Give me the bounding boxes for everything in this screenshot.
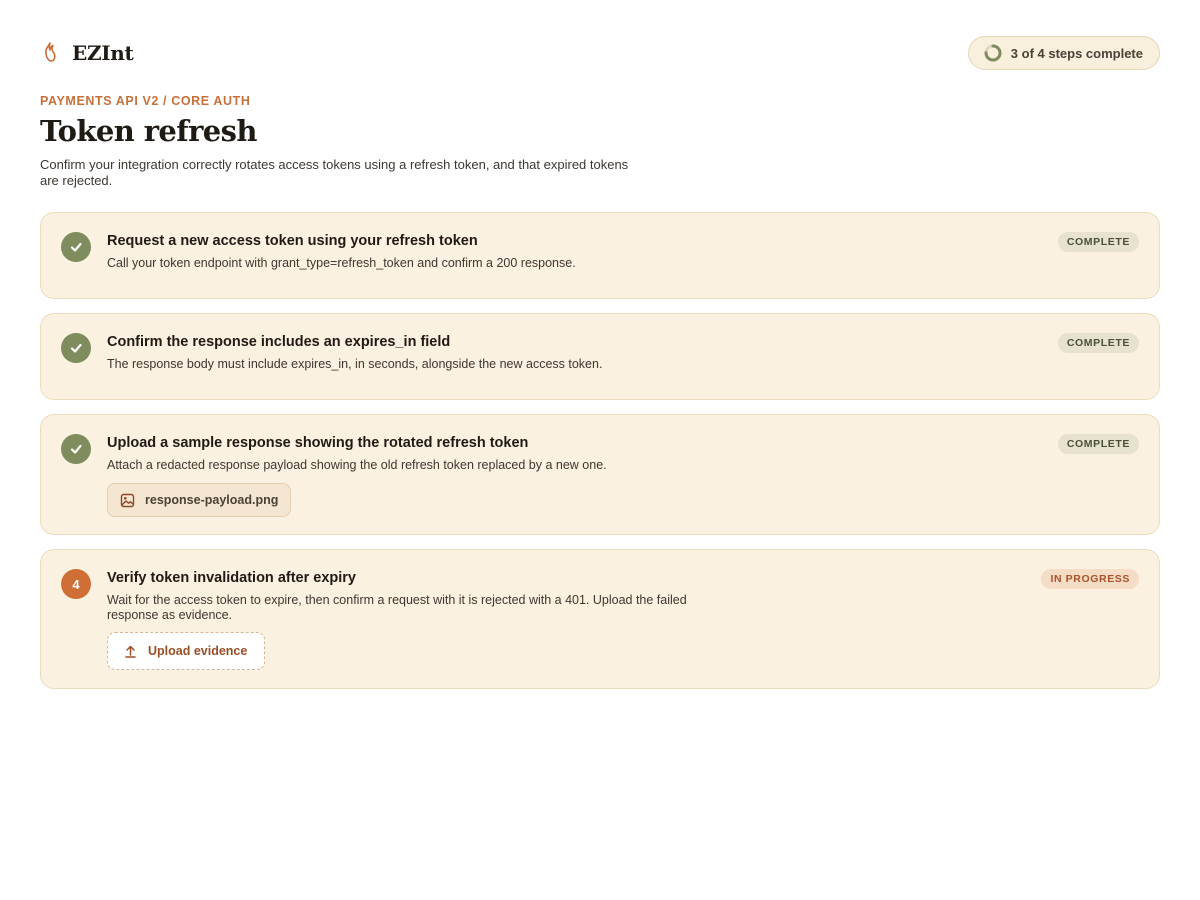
step-title: Upload a sample response showing the rotated refresh token xyxy=(107,435,529,451)
status-badge: IN PROGRESS xyxy=(1041,569,1139,589)
status-badge: COMPLETE xyxy=(1058,232,1139,252)
attachment-name: response-payload.png xyxy=(145,493,279,507)
image-icon xyxy=(120,493,135,508)
progress-ring-icon xyxy=(983,43,1003,63)
page-title: Token refresh xyxy=(40,114,257,148)
attachment-chip[interactable] xyxy=(107,483,291,517)
step-card xyxy=(40,414,1160,535)
page-description: Confirm your integration correctly rotates access tokens using a refresh token, and that expired tokens are rejected. xyxy=(40,157,629,188)
step-complete-badge xyxy=(61,232,91,262)
upload-evidence-button[interactable] xyxy=(107,632,265,670)
progress-summary xyxy=(968,36,1160,70)
status-badge: COMPLETE xyxy=(1058,333,1139,353)
step-card xyxy=(40,212,1160,299)
step-number-badge: 4 xyxy=(61,569,91,599)
step-card xyxy=(40,549,1160,689)
app-header xyxy=(40,36,1160,70)
step-title: Request a new access token using your refresh token xyxy=(107,233,478,249)
step-complete-badge xyxy=(61,333,91,363)
step-description: Wait for the access token to expire, then confirm a request with it is rejected with a 401. Upload the failed response as evidence. xyxy=(107,593,687,622)
status-badge: COMPLETE xyxy=(1058,434,1139,454)
step-description: The response body must include expires_in, in seconds, alongside the new access token. xyxy=(107,357,603,371)
upload-icon xyxy=(123,644,138,659)
app-logo[interactable] xyxy=(40,36,133,70)
flame-icon xyxy=(40,41,60,65)
app-name: EZInt xyxy=(72,41,134,65)
check-icon xyxy=(69,240,83,254)
progress-label: 3 of 4 steps complete xyxy=(1010,45,1143,61)
step-description: Call your token endpoint with grant_type=refresh_token and confirm a 200 response. xyxy=(107,256,576,270)
check-icon xyxy=(69,442,83,456)
upload-evidence-label: Upload evidence xyxy=(148,644,248,658)
step-title: Confirm the response includes an expires_in field xyxy=(107,334,451,350)
step-description: Attach a redacted response payload showing the old refresh token replaced by a new one. xyxy=(107,458,607,472)
step-title: Verify token invalidation after expiry xyxy=(107,570,356,586)
step-card xyxy=(40,313,1160,400)
step-complete-badge xyxy=(61,434,91,464)
check-icon xyxy=(69,341,83,355)
breadcrumb[interactable]: PAYMENTS API V2 / CORE AUTH xyxy=(40,94,251,108)
